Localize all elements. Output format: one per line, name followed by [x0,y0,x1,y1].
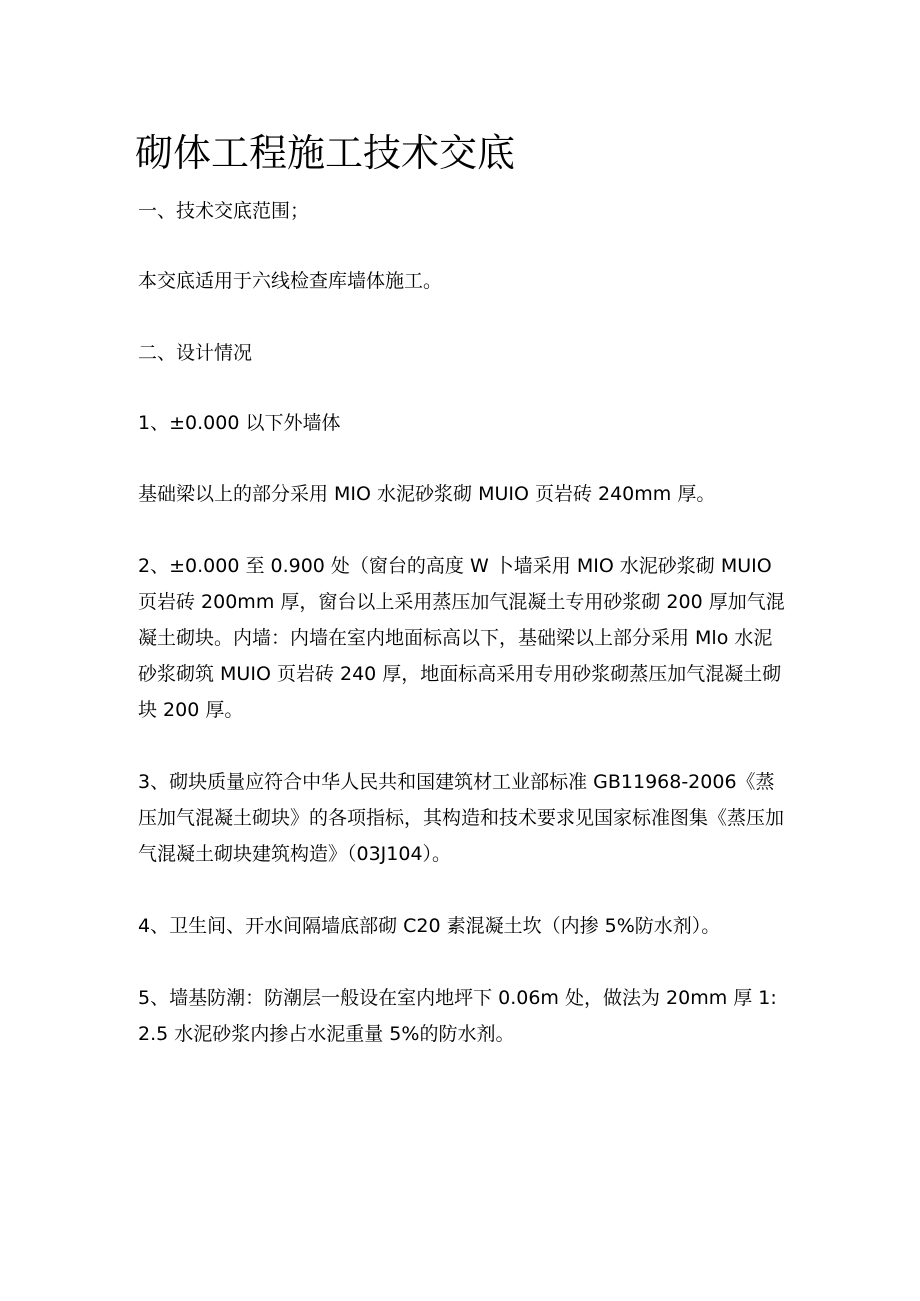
list-item-1-text: 基础梁以上的部分采用 MIO 水泥砂浆砌 MUIO 页岩砖 240mm 厚。 [138,483,716,505]
list-item-1-heading: 1、±0.000 以下外墙体 [138,412,341,434]
list-item-2: 2、±0.000 至 0.900 处（窗台的高度 W 卜墙采用 MIO 水泥砂浆砌 MUIO 页岩砖 200mm 厚，窗台以上采用蒸压加气混凝土专用砂浆砌 200 厚加气混凝土砌块。内墙：内墙在室内地面标高以下，基础梁以上部分采用 Mlo 水泥砂浆砌筑 MUIO 页岩砖 240 厚，地面标高采用专用砂浆砌蒸压加气混凝土砌块 200 厚。 [138,555,785,721]
section-heading-scope: 一、技术交底范围； [138,200,310,222]
document-title: 砌体工程施工技术交底 [135,131,516,175]
list-item-3: 3、砌块质量应符合中华人民共和国建筑材工业部标准 GB11968-2006《蒸压加气混凝土砌块》的各项指标，其构造和技术要求见国家标准图集《蒸压加气混凝土砌块建筑构造》（03J104）。 [138,771,785,865]
paragraph-scope: 本交底适用于六线检查库墙体施工。 [138,270,443,292]
list-item-4: 4、卫生间、开水间隔墙底部砌 C20 素混凝土坎（内掺 5%防水剂）。 [138,915,721,937]
document-body [138,193,788,1052]
list-item-5: 5、墙基防潮：防潮层一般设在室内地坪下 0.06m 处，做法为 20mm 厚 1:2.5 水泥砂浆内掺占水泥重量 5%的防水剂。 [138,987,777,1045]
section-heading-design: 二、设计情况 [138,342,253,364]
